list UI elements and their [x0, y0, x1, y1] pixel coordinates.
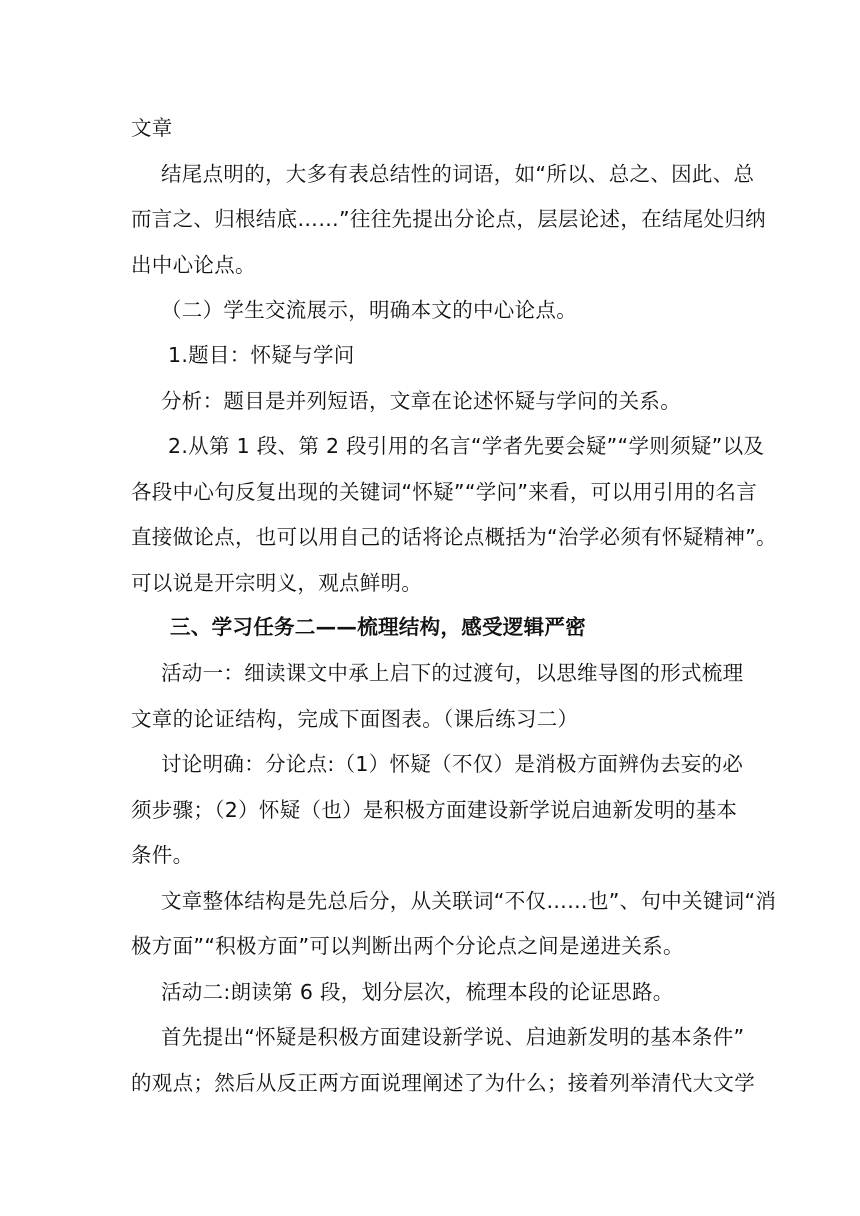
text-line-20: 活动二:朗读第 6 段，划分层次，梳理本段的论证思路。: [161, 980, 674, 1004]
text-line-4: 出中心论点。: [131, 253, 256, 277]
text-line-8: 2.从第 1 段、第 2 段引用的名言“学者先要会疑”“学则须疑”以及: [168, 434, 765, 458]
text-line-7: 分析：题目是并列短语，文章在论述怀疑与学问的关系。: [161, 389, 681, 413]
text-line-13: 活动一：细读课文中承上启下的过渡句，以思维导图的形式梳理: [161, 661, 744, 685]
text-line-3: 而言之、归根结底……”往往先提出分论点，层层论述，在结尾处归纳: [131, 207, 766, 231]
text-line-22: 的观点；然后从反正两方面说理阐述了为什么；接着列举清代大文学: [131, 1071, 755, 1095]
text-line-9: 各段中心句反复出现的关键词“怀疑”“学问”来看，可以用引用的名言: [131, 480, 758, 504]
text-line-11: 可以说是开宗明义，观点鲜明。: [131, 571, 423, 595]
text-line-1: 文章: [131, 116, 173, 140]
text-line-17: 条件。: [131, 843, 194, 867]
text-line-2: 结尾点明的，大多有表总结性的词语，如“所以、总之、因此、总: [161, 162, 755, 186]
section-heading: 三、学习任务二——梳理结构，感受逻辑严密: [170, 615, 586, 639]
text-line-10: 直接做论点，也可以用自己的话将论点概括为“治学必须有怀疑精神”。: [131, 525, 777, 549]
text-line-16: 须步骤；（2）怀疑（也）是积极方面建设新学说启迪新发明的基本: [131, 798, 738, 822]
text-line-15: 讨论明确：分论点:（1）怀疑（不仅）是消极方面辨伪去妄的必: [161, 752, 744, 776]
text-line-14: 文章的论证结构，完成下面图表。（课后练习二）: [131, 707, 579, 731]
text-line-21: 首先提出“怀疑是积极方面建设新学说、启迪新发明的基本条件”: [161, 1025, 745, 1049]
text-line-6: 1.题目：怀疑与学问: [168, 343, 355, 367]
text-line-19: 极方面”“积极方面”可以判断出两个分论点之间是递进关系。: [131, 934, 684, 958]
text-line-5: （二）学生交流展示，明确本文的中心论点。: [161, 298, 577, 322]
text-line-18: 文章整体结构是先总后分，从关联词“不仅……也”、句中关键词“消: [161, 889, 777, 913]
